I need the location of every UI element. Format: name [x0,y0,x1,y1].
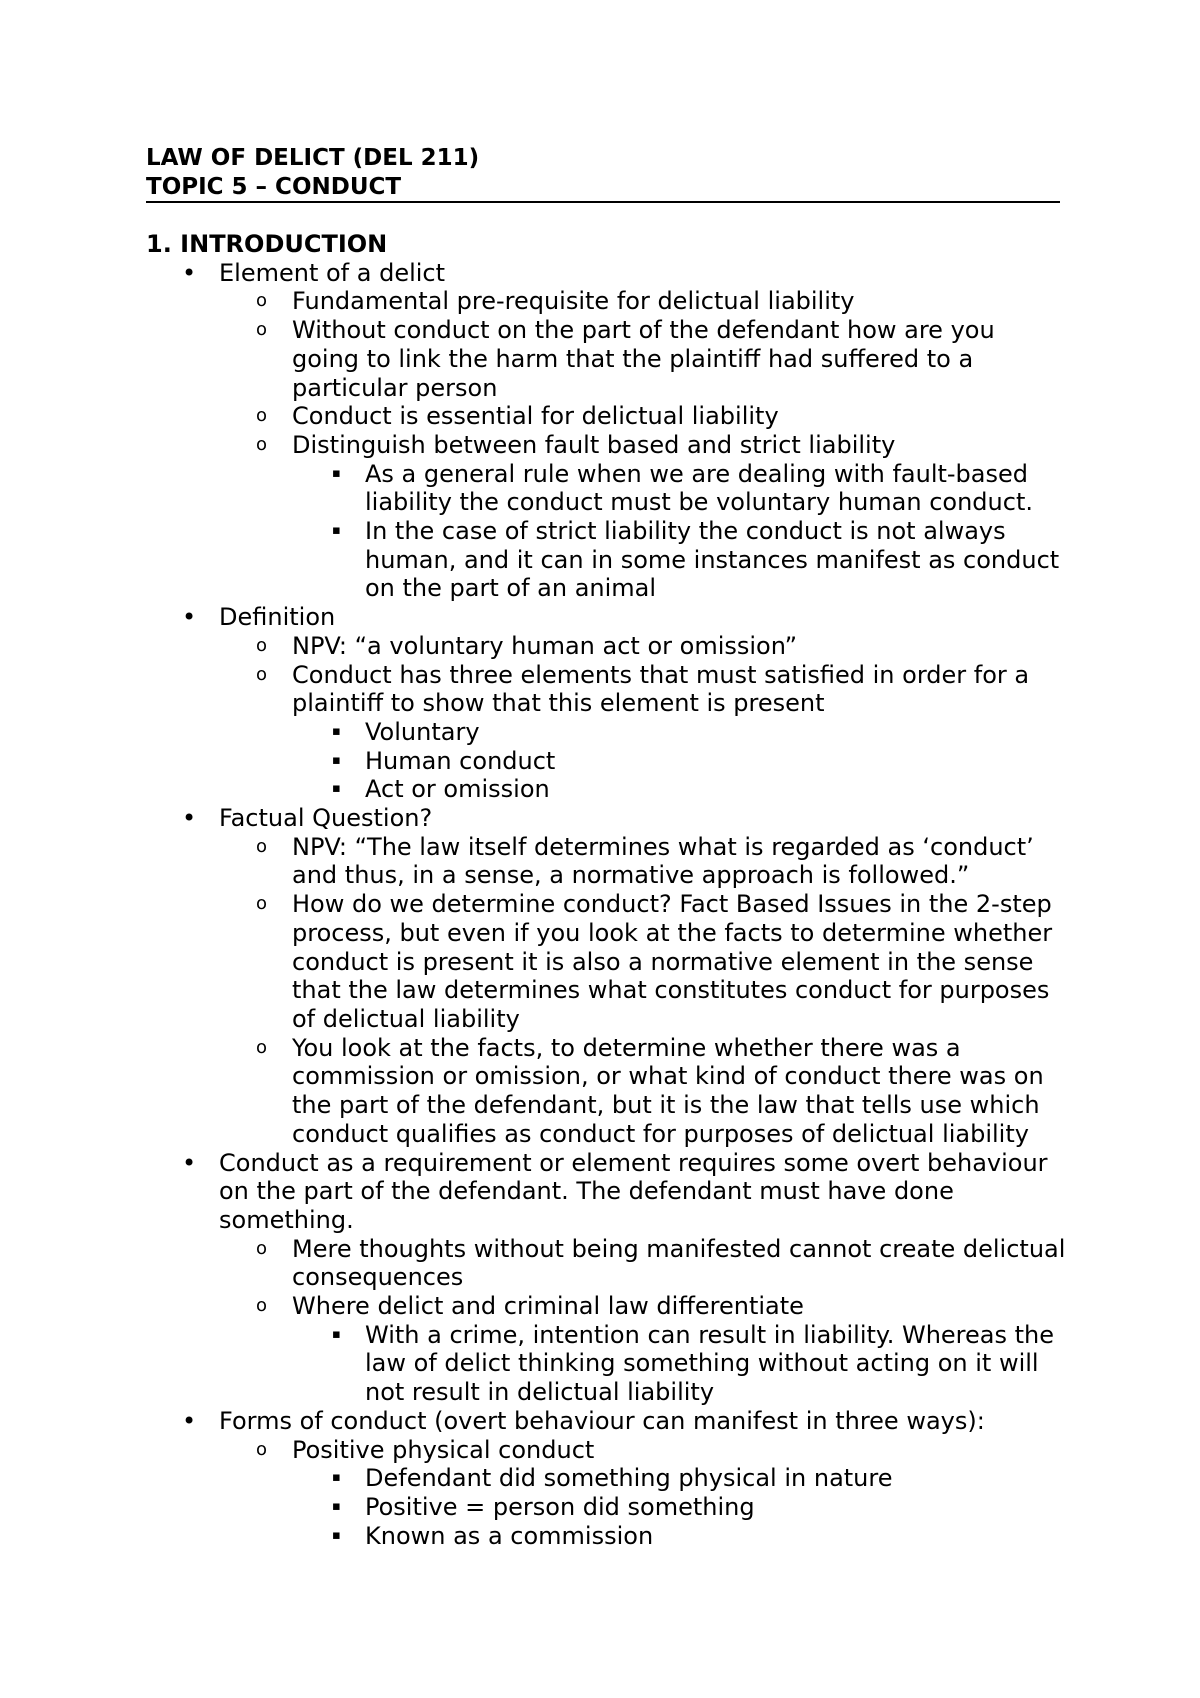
list-item [146,1436,1066,1465]
header-divider [146,201,1060,203]
list-item [146,632,1066,661]
list-item [146,316,1066,402]
list-item [146,1292,1066,1321]
bullet-icon: ▪ [332,465,341,481]
course-title: LAW OF DELICT (DEL 211) [146,145,480,171]
list-item-text: Fundamental pre-requisite for delictual liability [292,287,855,316]
list-item-text: Defendant did something physical in nature [365,1464,893,1493]
list-item [146,804,1066,833]
list-item-text: Forms of conduct (overt behaviour can manifest in three ways): [219,1406,985,1435]
bullet-icon: o [256,290,268,312]
bullet-icon: ▪ [332,752,341,768]
list-item [146,431,1066,460]
bullet-icon: o [256,835,268,857]
list-item [146,287,1066,316]
list-item-text: In the case of strict liability the conduct is not always human, and it can in some instances manifest as conduct on the part of an animal [365,517,1060,603]
list-item [146,402,1066,431]
list-item-text: Element of a delict [219,258,446,287]
list-item [146,833,1066,890]
list-item [146,661,1066,718]
list-item-text: Conduct as a requirement or element requires some overt behaviour on the part of the defendant. The defendant must have done something. [219,1148,1048,1234]
list-item-text: Conduct has three elements that must satisfied in order for a plaintiff to show that this element is present [292,660,1030,718]
list-item [146,775,1066,804]
list-item [146,1464,1066,1493]
bullet-icon: o [256,634,268,656]
list-item [146,1321,1066,1407]
bullet-icon: o [256,663,268,685]
list-item-text: How do we determine conduct? Fact Based Issues in the 2-step process, but even if you look at the facts to determine whether conduct is present it is also a normative element in the sense that the law determines what constitutes conduct for purposes of delictual liability [292,890,1053,1033]
list-item-text: Known as a commission [365,1521,654,1550]
list-item [146,890,1066,1034]
list-item-text: As a general rule when we are dealing with fault-based liability the conduct must be voluntary human conduct. [365,459,1033,517]
bullet-icon: o [256,433,268,455]
bullet-icon: ▪ [332,523,341,539]
bullet-icon: o [256,1295,268,1317]
bullet-icon: o [256,319,268,341]
list-item-text: Act or omission [365,775,550,804]
list-item-text: Distinguish between fault based and strict liability [292,430,896,459]
bullet-icon: ▪ [332,723,341,739]
section-heading: 1. INTRODUCTION [146,230,388,258]
bullet-icon: o [256,405,268,427]
list-item-text: You look at the facts, to determine whether there was a commission or omission, or what kind of conduct there was on the part of the defendant, but it is the law that tells use which conduct qualifies as conduct for purposes of delictual liability [292,1033,1044,1148]
list-item [146,1235,1066,1292]
bullet-icon: ▪ [332,781,341,797]
bullet-icon: ▪ [332,1498,341,1514]
list-item-text: Mere thoughts without being manifested cannot create delictual consequences [292,1234,1066,1292]
list-item [146,460,1066,517]
list-item [146,1493,1066,1522]
bullet-icon: • [182,603,197,632]
document-header [146,144,1060,202]
bullet-icon: • [182,804,197,833]
list-item [146,1149,1066,1235]
list-item-text: NPV: “a voluntary human act or omission” [292,631,798,660]
list-item-text: With a crime, intention can result in liability. Whereas the law of delict thinking something without acting on it will not result in delictual liability [365,1320,1055,1407]
list-item [146,517,1066,603]
list-item-text: NPV: “The law itself determines what is regarded as ‘conduct’ and thus, in a sense, a normative approach is followed.” [292,832,1034,890]
bullet-icon: o [256,893,268,915]
list-item-text: Factual Question? [219,804,433,833]
list-item [146,747,1066,776]
list-item [146,603,1066,632]
bullet-icon: ▪ [332,1470,341,1486]
list-item [146,718,1066,747]
list-item [146,1407,1066,1436]
list-item-text: Human conduct [365,746,556,775]
bullet-icon: • [182,1148,197,1177]
list-item-text: Definition [219,603,336,632]
list-item-text: Where delict and criminal law differentiate [292,1292,804,1321]
document-body [146,230,1066,1550]
topic-title: TOPIC 5 – CONDUCT [146,174,402,200]
bullet-icon: • [182,258,197,287]
bullet-icon: o [256,1036,268,1058]
bullet-outline [146,259,1066,1551]
list-item-text: Voluntary [365,717,480,746]
list-item-text: Positive = person did something [365,1492,755,1521]
list-item-text: Without conduct on the part of the defendant how are you going to link the harm that the plaintiff had suffered to a particular person [292,316,995,402]
list-item-text: Conduct is essential for delictual liability [292,402,779,431]
bullet-icon: o [256,1438,268,1460]
bullet-icon: ▪ [332,1326,341,1342]
list-item [146,259,1066,288]
bullet-icon: ▪ [332,1527,341,1543]
list-item [146,1522,1066,1551]
list-item-text: Positive physical conduct [292,1435,595,1464]
bullet-icon: • [182,1406,197,1435]
bullet-icon: o [256,1237,268,1259]
list-item [146,1034,1066,1149]
